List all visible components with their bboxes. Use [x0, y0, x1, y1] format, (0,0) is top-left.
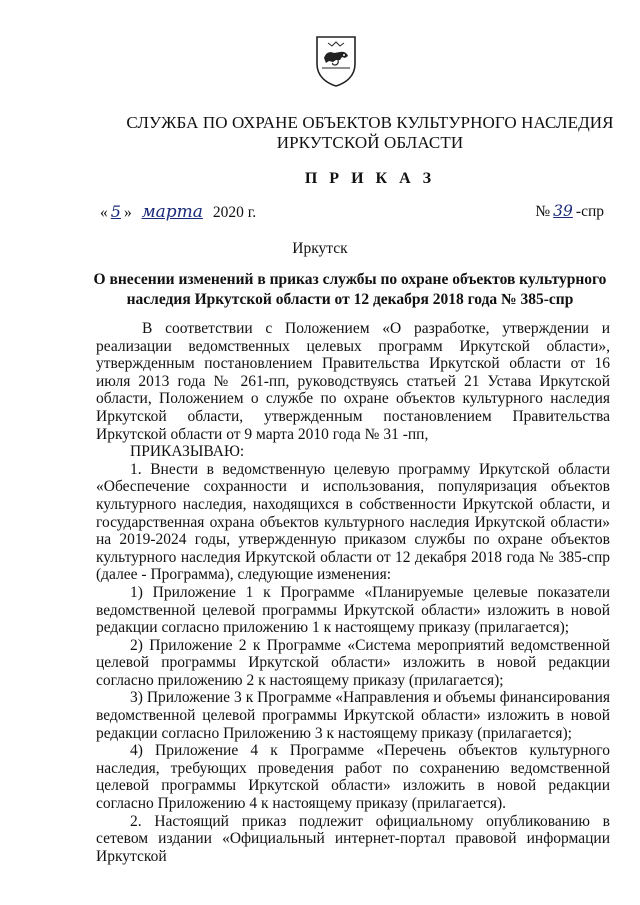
- document-type-title: П Р И К А З: [304, 170, 436, 187]
- item-2-paragraph: 2. Настоящий приказ подлежит официальному опубликованию в сетевом издании «Официальный интернет-портал правовой информации Иркутской: [96, 812, 610, 865]
- item-1-paragraph: 1. Внести в ведомственную целевую программу Иркутской области «Обеспечение сохранности и использования, популяризация объектов культурного наследия, находящихся в собственности Иркутской области, и государственная охрана объектов культурного наследия Иркутской области» на 2019-2024 годы, утвержденную приказом службы по охране объектов культурного наследия Иркутской области от 12 декабря 2018 года № 385-спр (далее - Программа), следующие изменения:: [96, 460, 610, 584]
- subitem-3-paragraph: 3) Приложение 3 к Программе «Направления и объемы финансирования ведомственной целевой программы Иркутской области» изложить в новой редакции согласно Приложению 3 к настоящему приказу (прилагается);: [96, 689, 610, 742]
- order-word: ПРИКАЗЫВАЮ:: [130, 443, 245, 461]
- date-day-handwritten: 5: [110, 202, 121, 221]
- agency-name-line2: ИРКУТСКОЙ ОБЛАСТИ: [276, 133, 464, 152]
- preamble-paragraph: В соответствии с Положением «О разработке, утверждении и реализации ведомственных целевых программ Иркутской области», утвержденным постановлением Правительства Иркутской области от 16 июля 2013 года № 261-пп, руководствуясь статьей 21 Устава Иркутской области, Положением о службе по охране объектов культурного наследия Иркутской области, утвержденным постановлением Правительства Иркутской области от 9 марта 2010 года № 31 -пп,: [96, 320, 610, 443]
- subitem-2-paragraph: 2) Приложение 2 к Программе «Система мероприятий ведомственной целевой программы Иркутской области» изложить в новой редакции согласно приложению 2 к настоящему приказу (прилагается);: [96, 636, 610, 689]
- date-open-quote: «: [100, 204, 108, 221]
- order-subject: О внесении изменений в приказ службы по охране объектов культурного наследия Иркутской области от 12 декабря 2018 года № 385-спр: [93, 271, 607, 308]
- number-handwritten: 39: [553, 202, 573, 220]
- order-number: [535, 202, 604, 221]
- date-close-quote: »: [123, 204, 132, 221]
- subitem-4-paragraph: 4) Приложение 4 к Программе «Перечень объектов культурного наследия, требующих проведения работ по сохранению ведомственной целевой программы Иркутской области» изложить в новой редакции согласно Приложению 4 к настоящему приказу (прилагается).: [96, 742, 610, 813]
- number-suffix: -спр: [575, 203, 604, 220]
- date-year: 2020 г.: [212, 204, 257, 221]
- city-name: Иркутск: [292, 240, 348, 257]
- order-date: [100, 202, 256, 222]
- subitem-1-paragraph: 1) Приложение 1 к Программе «Планируемые целевые показатели ведомственной целевой программы Иркутской области» изложить в новой редакции согласно приложению 1 к настоящему приказу (прилагается);: [96, 583, 610, 637]
- number-prefix: №: [535, 203, 551, 220]
- agency-name-line1: СЛУЖБА ПО ОХРАНЕ ОБЪЕКТОВ КУЛЬТУРНОГО НАСЛЕДИЯ: [126, 113, 614, 132]
- coat-of-arms-icon: [314, 34, 358, 88]
- order-body: [96, 320, 610, 865]
- date-month-handwritten: марта: [141, 202, 203, 222]
